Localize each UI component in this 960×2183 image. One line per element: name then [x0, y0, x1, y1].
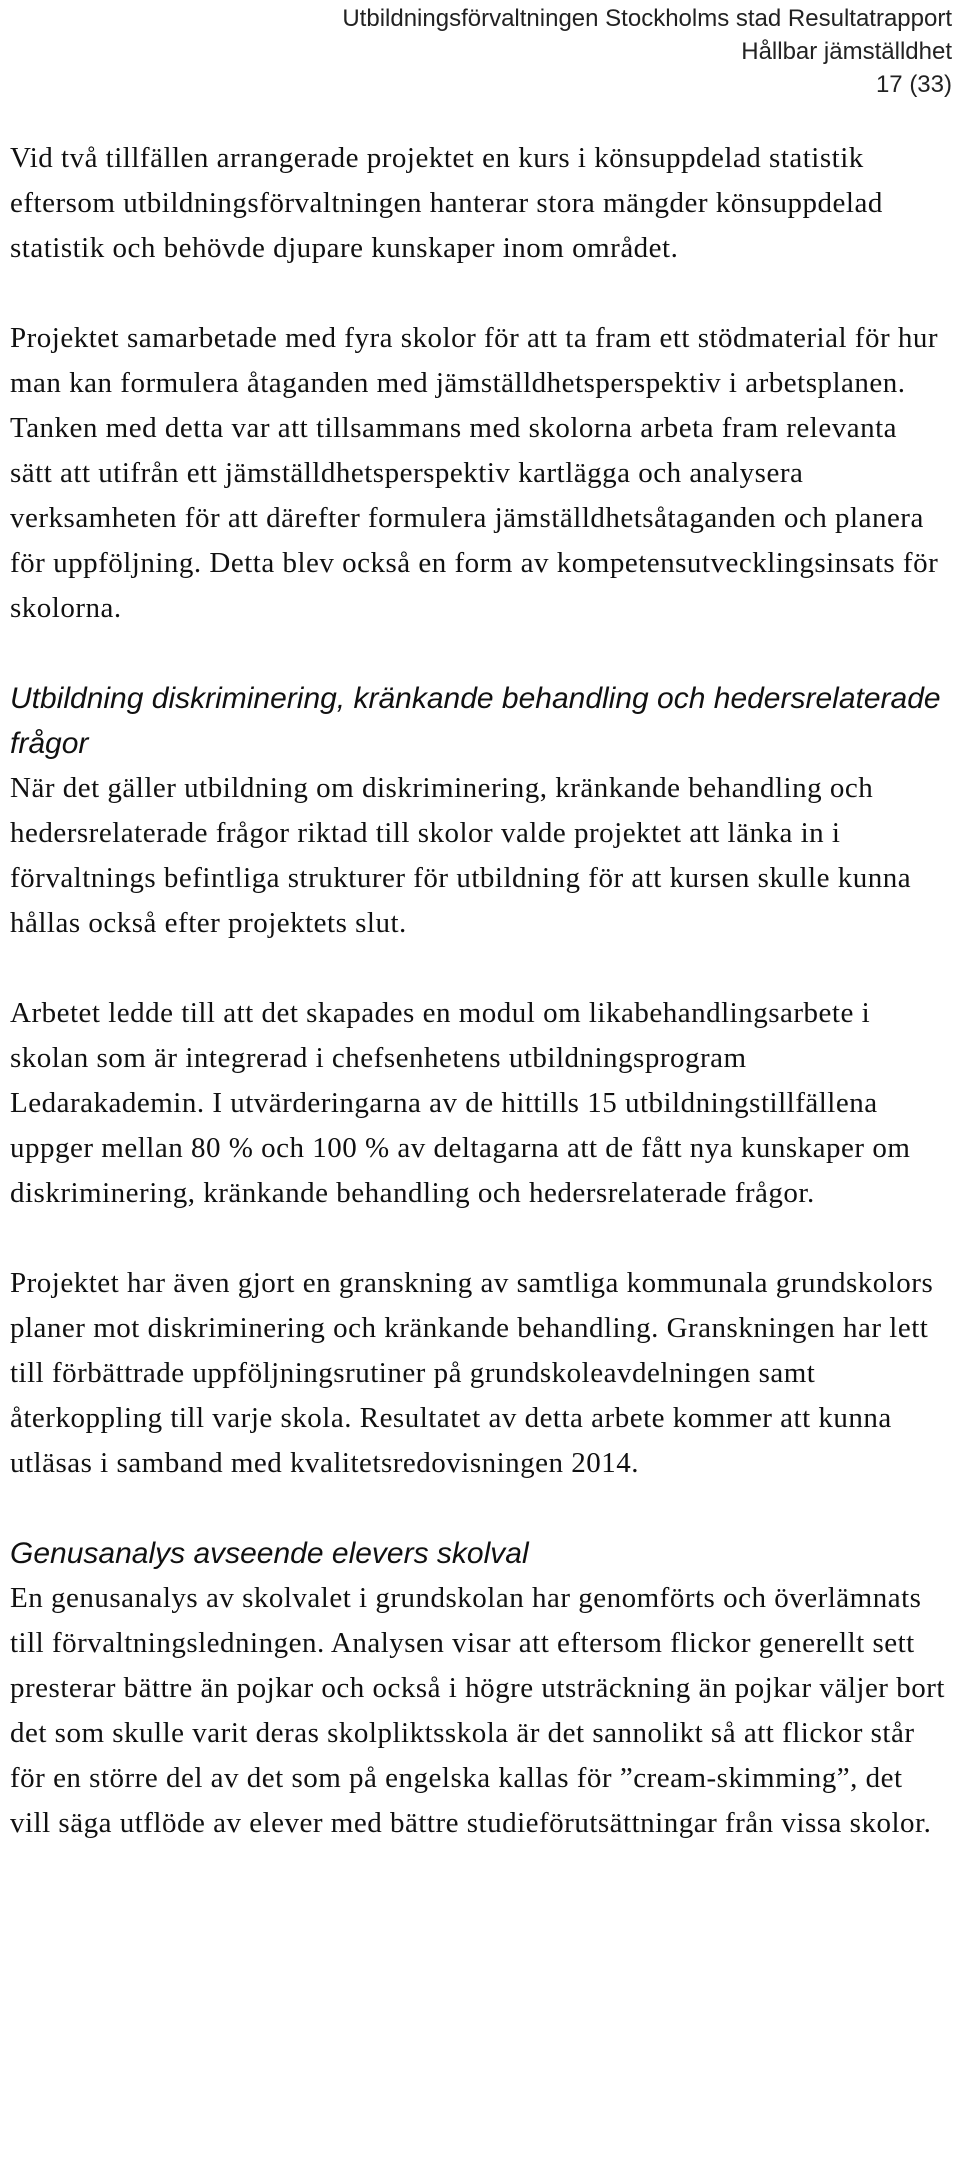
paragraph-module-evaluation: Arbetet ledde till att det skapades en modul om likabehandlingsarbete i skolan som är integrerad i chefsenhetens utbildningsprogram Ledarakademin. I utvärderingarna av de hittills 15 utbildningstillfällena uppger mellan 80 % och 100 % av deltagarna att de fått nya kunskaper om diskriminering, kränkande behandling och hedersrelaterade frågor.	[10, 997, 911, 1209]
section-heading-discrimination-training: Utbildning diskriminering, kränkande behandling och hedersrelaterade frågor	[10, 682, 941, 760]
paragraph-gender-analysis: En genusanalys av skolvalet i grundskolan har genomförts och överlämnats till förvaltningsledningen. Analysen visar att eftersom flickor generellt sett presterar bättre än pojkar och också i högre utsträckning än pojkar väljer bort det som skulle varit deras skolpliktsskola är det sannolikt så att flickor står för en större del av det som på engelska kallas för ”cream-skimming”, det vill säga utflöde av elever med bättre studieförutsättningar från vissa skolor.	[10, 1582, 945, 1839]
paragraph-statistics-course: Vid två tillfällen arrangerade projektet en kurs i könsuppdelad statistik eftersom utbildningsförvaltningen hanterar stora mängder könsuppdelad statistik och behövde djupare kunskaper inom området.	[10, 142, 883, 264]
header-organization-title: Utbildningsförvaltningen Stockholms stad Resultatrapport	[342, 5, 952, 32]
page-number: 17 (33)	[875, 71, 952, 98]
header-report-subtitle: Hållbar jämställdhet	[741, 38, 952, 65]
paragraph-plan-review: Projektet har även gjort en granskning av samtliga kommunala grundskolors planer mot diskriminering och kränkande behandling. Granskningen har lett till förbättrade uppföljningsrutiner på grundskoleavdelningen samt återkoppling till varje skola. Resultatet av detta arbete kommer att kunna utläsas i samband med kvalitetsredovisningen 2014.	[10, 1267, 934, 1479]
document-body	[10, 136, 945, 1846]
page-header	[342, 2, 952, 101]
paragraph-support-material: Projektet samarbetade med fyra skolor för att ta fram ett stödmaterial för hur man kan formulera åtaganden med jämställdhetsperspektiv i arbetsplanen. Tanken med detta var att tillsammans med skolorna arbeta fram relevanta sätt att utifrån ett jämställdhetsperspektiv kartlägga och analysera verksamheten för att därefter formulera jämställdhetsåtaganden och planera för uppföljning. Detta blev också en form av kompetensutvecklingsinsats för skolorna.	[10, 322, 939, 624]
paragraph-training-structures: När det gäller utbildning om diskriminering, kränkande behandling och hedersrelaterade frågor riktad till skolor valde projektet att länka in i förvaltnings befintliga strukturer för utbildning för att kursen skulle kunna hållas också efter projektets slut.	[10, 772, 912, 939]
section-heading-gender-analysis: Genusanalys avseende elevers skolval	[10, 1537, 529, 1570]
